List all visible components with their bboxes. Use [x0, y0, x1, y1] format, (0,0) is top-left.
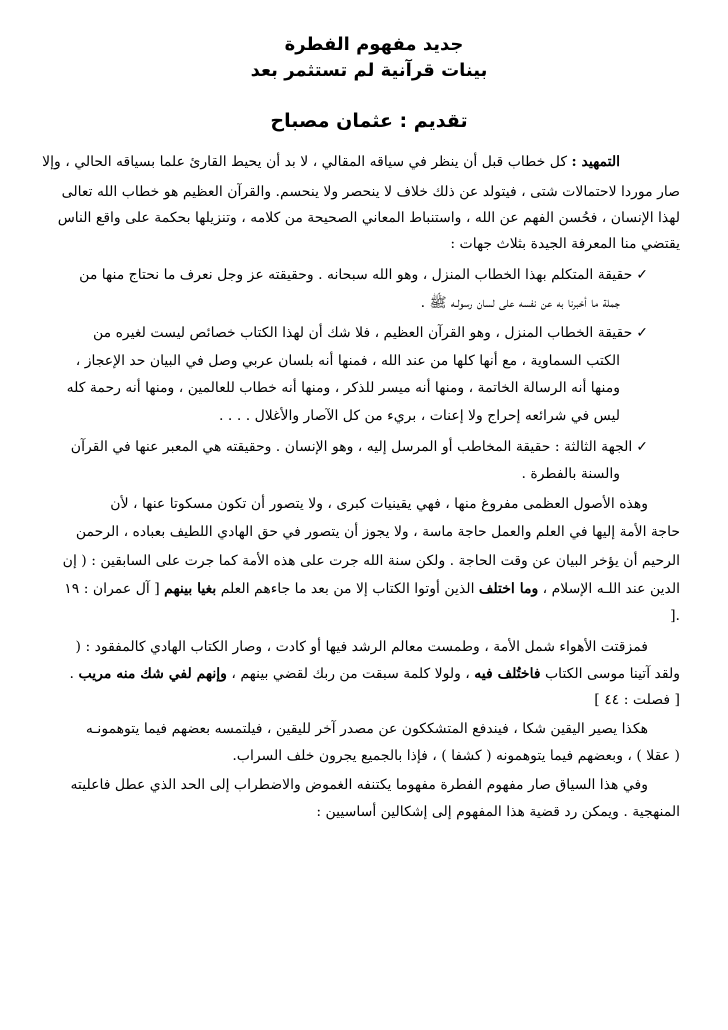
intro-line-4: يقتضي منا المعرفة الجيدة بثلاث جهات : — [450, 236, 680, 252]
point-2-line-1 — [93, 322, 648, 344]
point-3-line-2: والسنة بالفطرة . — [521, 466, 620, 482]
body-line-12: المنهجية . ويمكن رد قضية هذا المفهوم إلى إشكالين أساسيين : — [316, 804, 680, 820]
point-2-text: حقيقة الخطاب المنزل ، وهو القرآن العظيم ، فلا شك أن لهذا الكتاب خصائص ليست لغيره من — [92, 325, 633, 341]
intro-line-3: لهذا الإنسان ، فحُسن الفهم عن الله ، واستنباط المعاني الصحيحة من كلامه ، وتنزيلها بحكمة على واقع الناس — [57, 210, 680, 226]
body-line-9: هكذا يصير اليقين شكا ، فيندفع المتشككون عن مصدر آخر لليقين ، فيلتمسه بعضهم فيما يتوهمونـه — [85, 721, 648, 737]
verse-text: الذين أوتوا الكتاب إلا من بعد ما جاءهم العلم — [216, 581, 479, 597]
body-line-3: الرحيم أن يؤخر البيان عن وقت الحاجة . ولكن سنة الله جرت على هذه الأمة كما جرت على السابقين : ( إن — [62, 553, 680, 569]
document-subtitle: بينات قرآنية لم تستثمر بعد — [250, 60, 488, 81]
checkmark-icon: ✓ — [636, 439, 648, 455]
checkmark-icon: ✓ — [636, 325, 648, 341]
verse-emphasis: بغيا بينهم — [164, 581, 217, 597]
intro-label: التمهيد : — [571, 154, 620, 170]
body-line-5: .[ — [670, 608, 680, 624]
document-title: جديد مفهوم الفطرة — [284, 34, 464, 55]
point-3-text: الجهة الثالثة : حقيقة المخاطب أو المرسل إليه ، وهو الإنسان . وحقيقته هي المعبر عنها في القرآن — [70, 439, 633, 455]
body-line-6: فمزقتت الأهواء شمل الأمة ، وطمست معالم الرشد فيها أو كادت ، وصار الكتاب الهادي كالمفقود : ( — [75, 639, 648, 655]
verse-emphasis: وإنهم لفي شك منه مريب — [78, 666, 227, 682]
body-line-2: حاجة الأمة إليها في العلم والعمل حاجة ماسة ، ولا يجوز أن يتصور في حق الهادي اللطيف بعباده ، الرحمن — [75, 524, 680, 540]
body-line-1: وهذه الأصول العظمى مفروغ منها ، فهي يقينيات كبرى ، ولا يتصور أن تكون مسكوتا عنها ، لأن — [110, 496, 648, 512]
intro-line-2: صار موردا لاحتمالات شتى ، فيتولد عن ذلك خلاف لا ينحصر ولا ينحسم. والقرآن العظيم هو خطاب الله تعالى — [61, 184, 680, 200]
point-2-line-2: الكتب السماوية ، مع أنها كلها من عند الله ، فمنها أنه بلسان عربي وصل في البيان حد الإعجاز ، — [75, 353, 620, 369]
body-line-10: ( عقلا ) ، وبعضهم فيما يتوهمونه ( كشفا ) ، فإذا بالجميع يجرون خلف السراب. — [232, 748, 680, 764]
verse-text: ولقد آتينا موسى الكتاب — [540, 666, 680, 682]
intro-line-1 — [42, 151, 620, 173]
verse-text: الدين عند اللـه الإسلام ، — [538, 581, 680, 597]
verse-emphasis: فاختُلف فيه — [474, 666, 541, 682]
verse-reference: [ فصلت : ٤٤ ] — [594, 692, 680, 708]
author-line: تقديم : عثمان مصباح — [270, 110, 468, 132]
point-1-line-1 — [79, 264, 648, 286]
verse-reference: [ آل عمران : ١٩ — [64, 581, 165, 597]
point-3-line-1 — [71, 436, 648, 458]
point-2-line-3: ومنها أنه الرسالة الخاتمة ، ومنها أنه ميسر للذكر ، ومنها أنه خطاب للعالمين ، ومنها أنه رحمة كله — [66, 380, 620, 396]
verse-text: . — [69, 666, 79, 682]
point-1-text: حقيقة المتكلم بهذا الخطاب المنزل ، وهو الله سبحانه . وحقيقته عز وجل نعرف ما نحتاج منها من — [79, 267, 633, 283]
body-line-4 — [64, 578, 680, 600]
verse-emphasis: وما اختلف — [478, 581, 539, 597]
body-line-11: وفي هذا السياق صار مفهوم الفطرة مفهوما يكتنفه الغموض والاضطراب إلى الحد الذي عطل فاعليته — [70, 777, 648, 793]
point-2-line-4: ليس في شرائعه إحراج ولا إعنات ، بريء من كل الآصار والأغلال . . . . — [219, 408, 620, 424]
intro-text: كل خطاب قبل أن ينظر في سياقه المقالي ، لا بد أن يحيط القارئ علما بسياقه الحالي ، وإلا — [42, 154, 572, 170]
body-line-7 — [70, 663, 680, 685]
point-1-line-2: جملة ما أخبرنا به عن نفسه على لسان رسولـه ﷺ . — [420, 295, 620, 311]
verse-text: ، ولولا كلمة سبقت من ربك لقضي بينهم ، — [226, 666, 475, 682]
checkmark-icon: ✓ — [636, 267, 648, 283]
